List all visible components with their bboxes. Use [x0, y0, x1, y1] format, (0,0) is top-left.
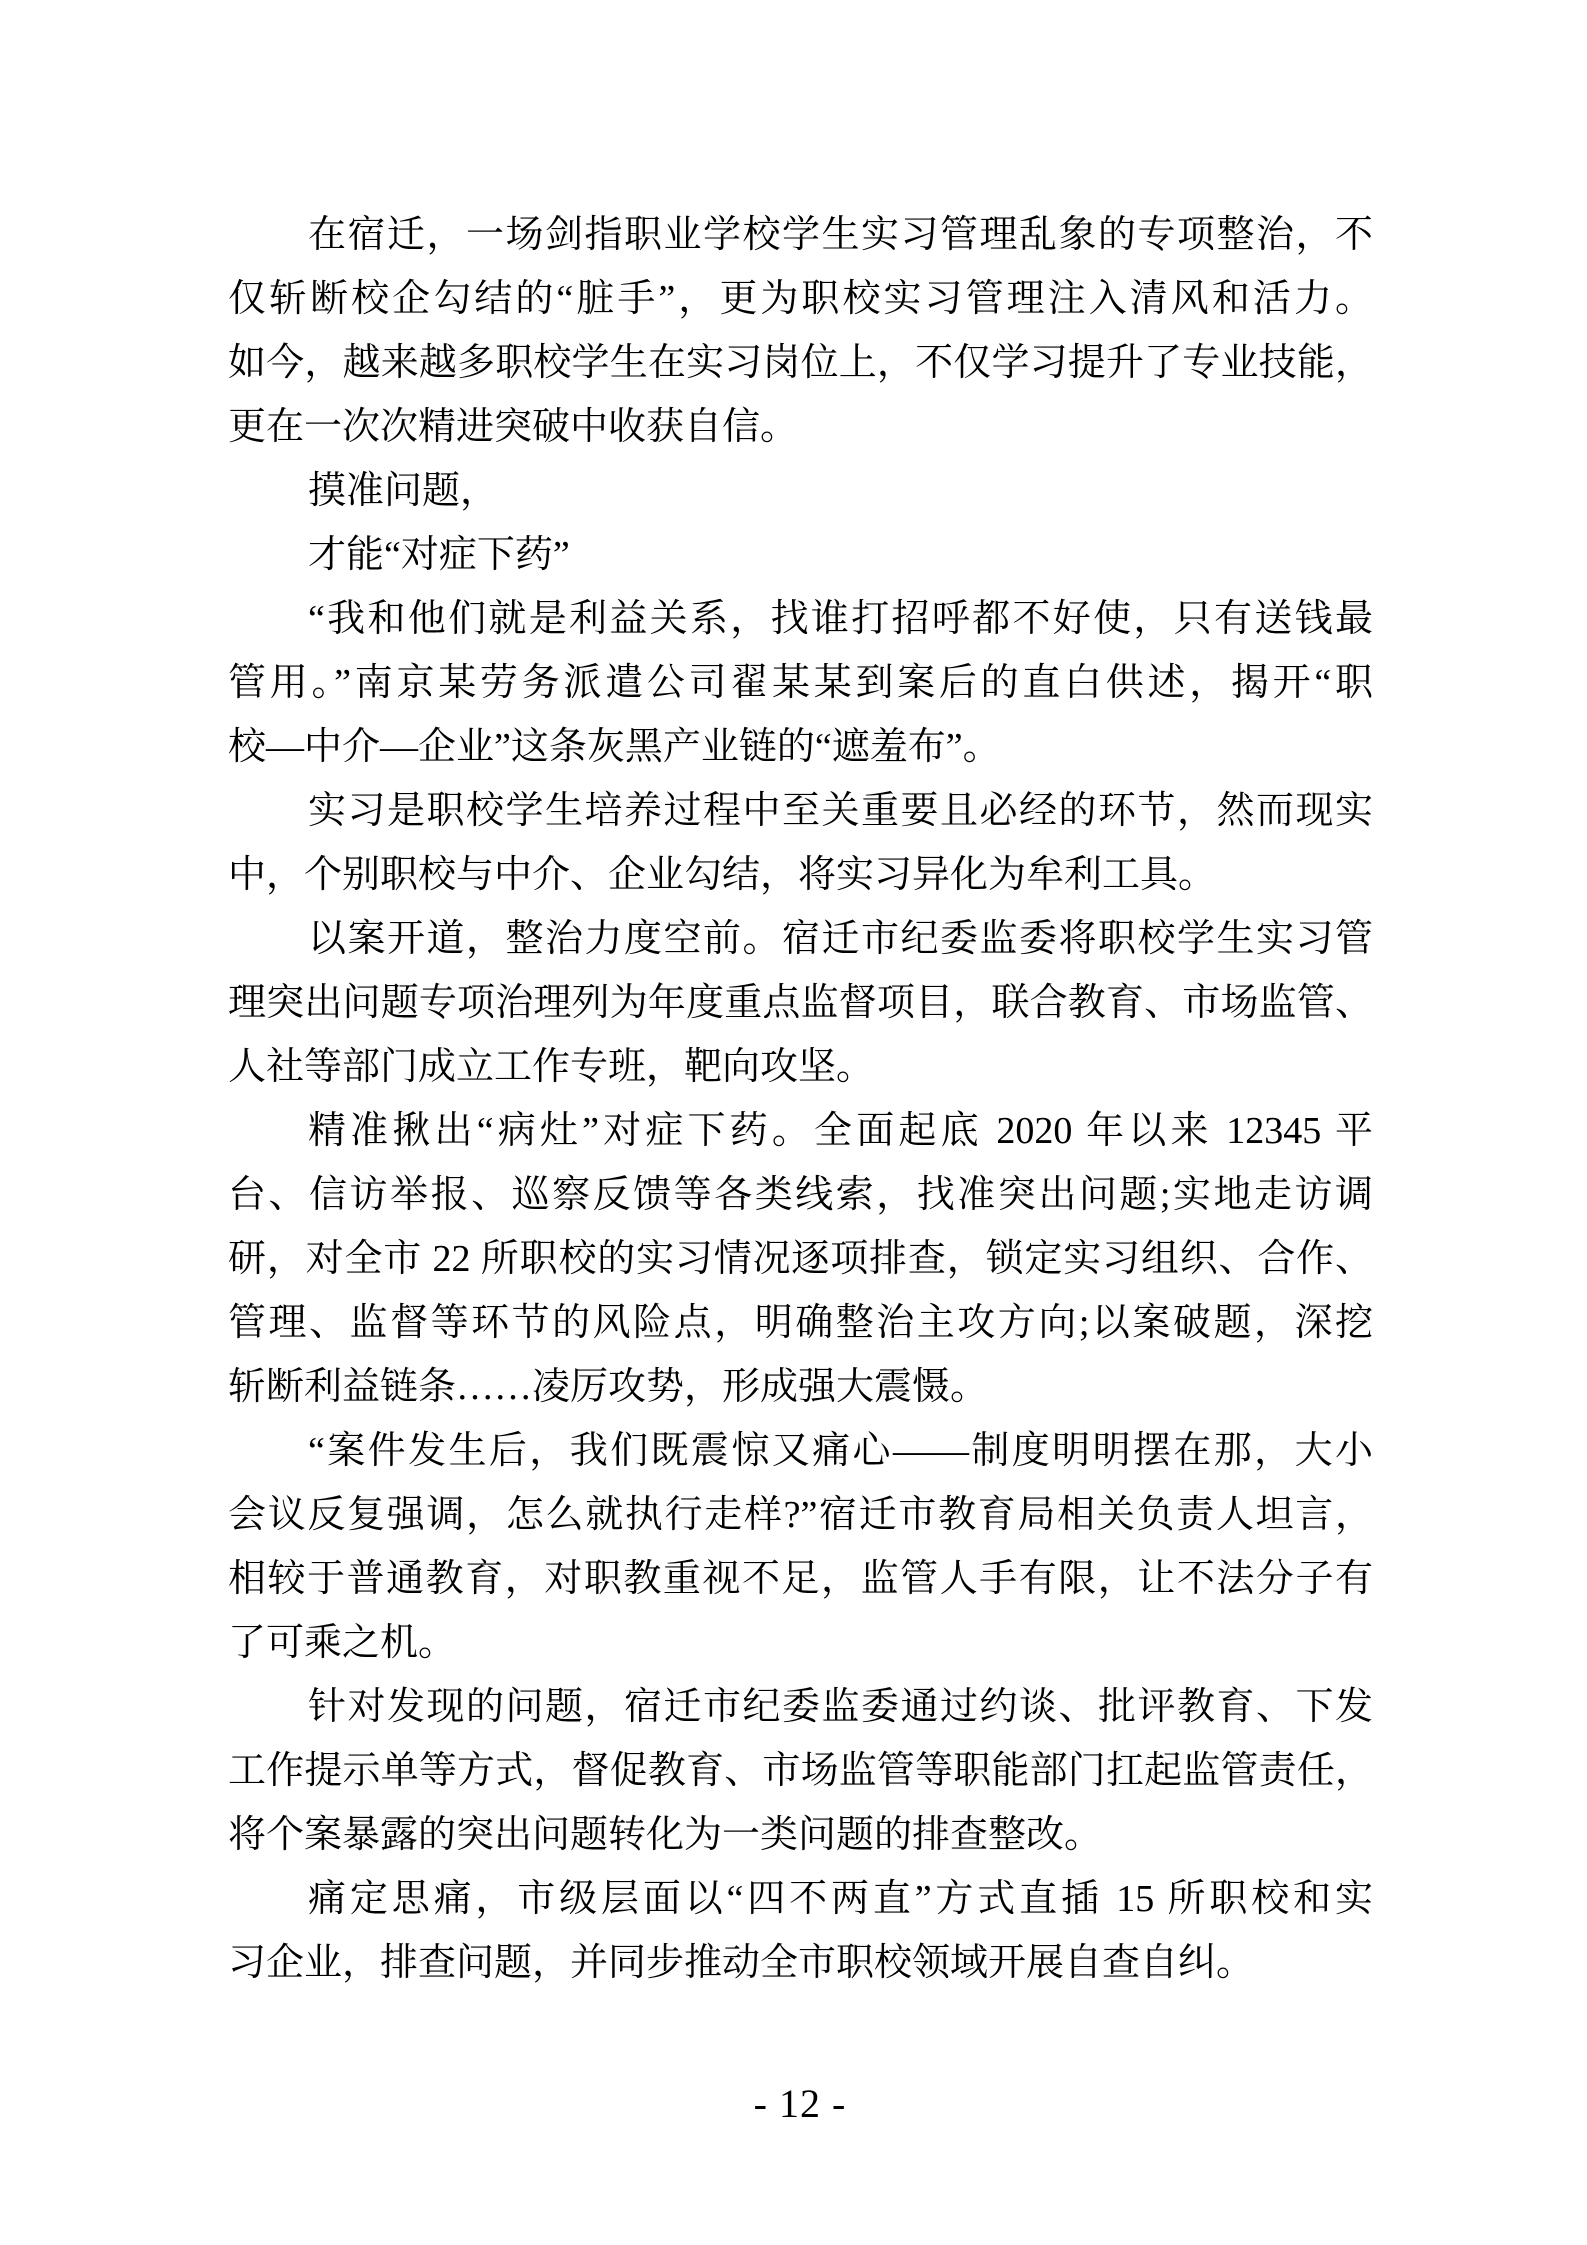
text-line: 工作提示单等方式，督促教育、市场监管等职能部门扛起监管责任， — [228, 1750, 1373, 1792]
text-line: 相较于普通教育，对职教重视不足，监管人手有限，让不法分子有 — [228, 1558, 1373, 1600]
text-line: “我和他们就是利益关系，找谁打招呼都不好使，只有送钱最 — [308, 598, 1373, 640]
text-line: 才能“对症下药” — [308, 534, 570, 576]
text-line: 以案开道，整治力度空前。宿迁市纪委监委将职校学生实习管 — [308, 918, 1373, 960]
text-line: 中，个别职校与中介、企业勾结，将实习异化为牟利工具。 — [228, 854, 1217, 896]
text-line: 针对发现的问题，宿迁市纪委监委通过约谈、批评教育、下发 — [308, 1686, 1373, 1728]
text-line: 斩断利益链条……凌厉攻势，形成强大震慑。 — [228, 1366, 989, 1408]
text-line: 精准揪出“病灶”对症下药。全面起底 2020 年以来 12345 平 — [308, 1110, 1373, 1152]
text-line: 人社等部门成立工作专班，靶向攻坚。 — [228, 1046, 875, 1088]
text-line: 管用。”南京某劳务派遣公司翟某某到案后的直白供述，揭开“职 — [228, 662, 1373, 704]
text-line: 管理、监督等环节的风险点，明确整治主攻方向;以案破题，深挖 — [228, 1302, 1373, 1344]
text-line: 在宿迁，一场剑指职业学校学生实习管理乱象的专项整治，不 — [308, 214, 1373, 256]
text-line: 更在一次次精进突破中收获自信。 — [228, 406, 799, 448]
text-line: “案件发生后，我们既震惊又痛心——制度明明摆在那，大小 — [308, 1430, 1373, 1472]
text-line: 如今，越来越多职校学生在实习岗位上，不仅学习提升了专业技能， — [228, 342, 1373, 384]
text-line: 台、信访举报、巡察反馈等各类线索，找准突出问题;实地走访调 — [228, 1174, 1373, 1216]
document-body — [228, 203, 1373, 1995]
text-line: 理突出问题专项治理列为年度重点监督项目，联合教育、市场监管、 — [228, 982, 1373, 1024]
page-number: - 12 - — [753, 2081, 847, 2126]
text-line: 会议反复强调，怎么就执行走样?”宿迁市教育局相关负责人坦言， — [228, 1494, 1373, 1536]
text-line: 痛定思痛，市级层面以“四不两直”方式直插 15 所职校和实 — [308, 1878, 1373, 1920]
text-line: 仅斩断校企勾结的“脏手”，更为职校实习管理注入清风和活力。 — [228, 278, 1373, 320]
text-line: 摸准问题， — [308, 470, 499, 512]
text-line: 校—中介—企业”这条灰黑产业链的“遮羞布”。 — [228, 726, 1001, 768]
text-line: 习企业，排查问题，并同步推动全市职校领域开展自查自纠。 — [228, 1942, 1255, 1984]
text-line: 了可乘之机。 — [228, 1622, 457, 1664]
text-line: 研，对全市 22 所职校的实习情况逐项排查，锁定实习组织、合作、 — [228, 1238, 1373, 1280]
text-line: 实习是职校学生培养过程中至关重要且必经的环节，然而现实 — [308, 790, 1373, 832]
text-line: 将个案暴露的突出问题转化为一类问题的排查整改。 — [228, 1814, 1103, 1856]
